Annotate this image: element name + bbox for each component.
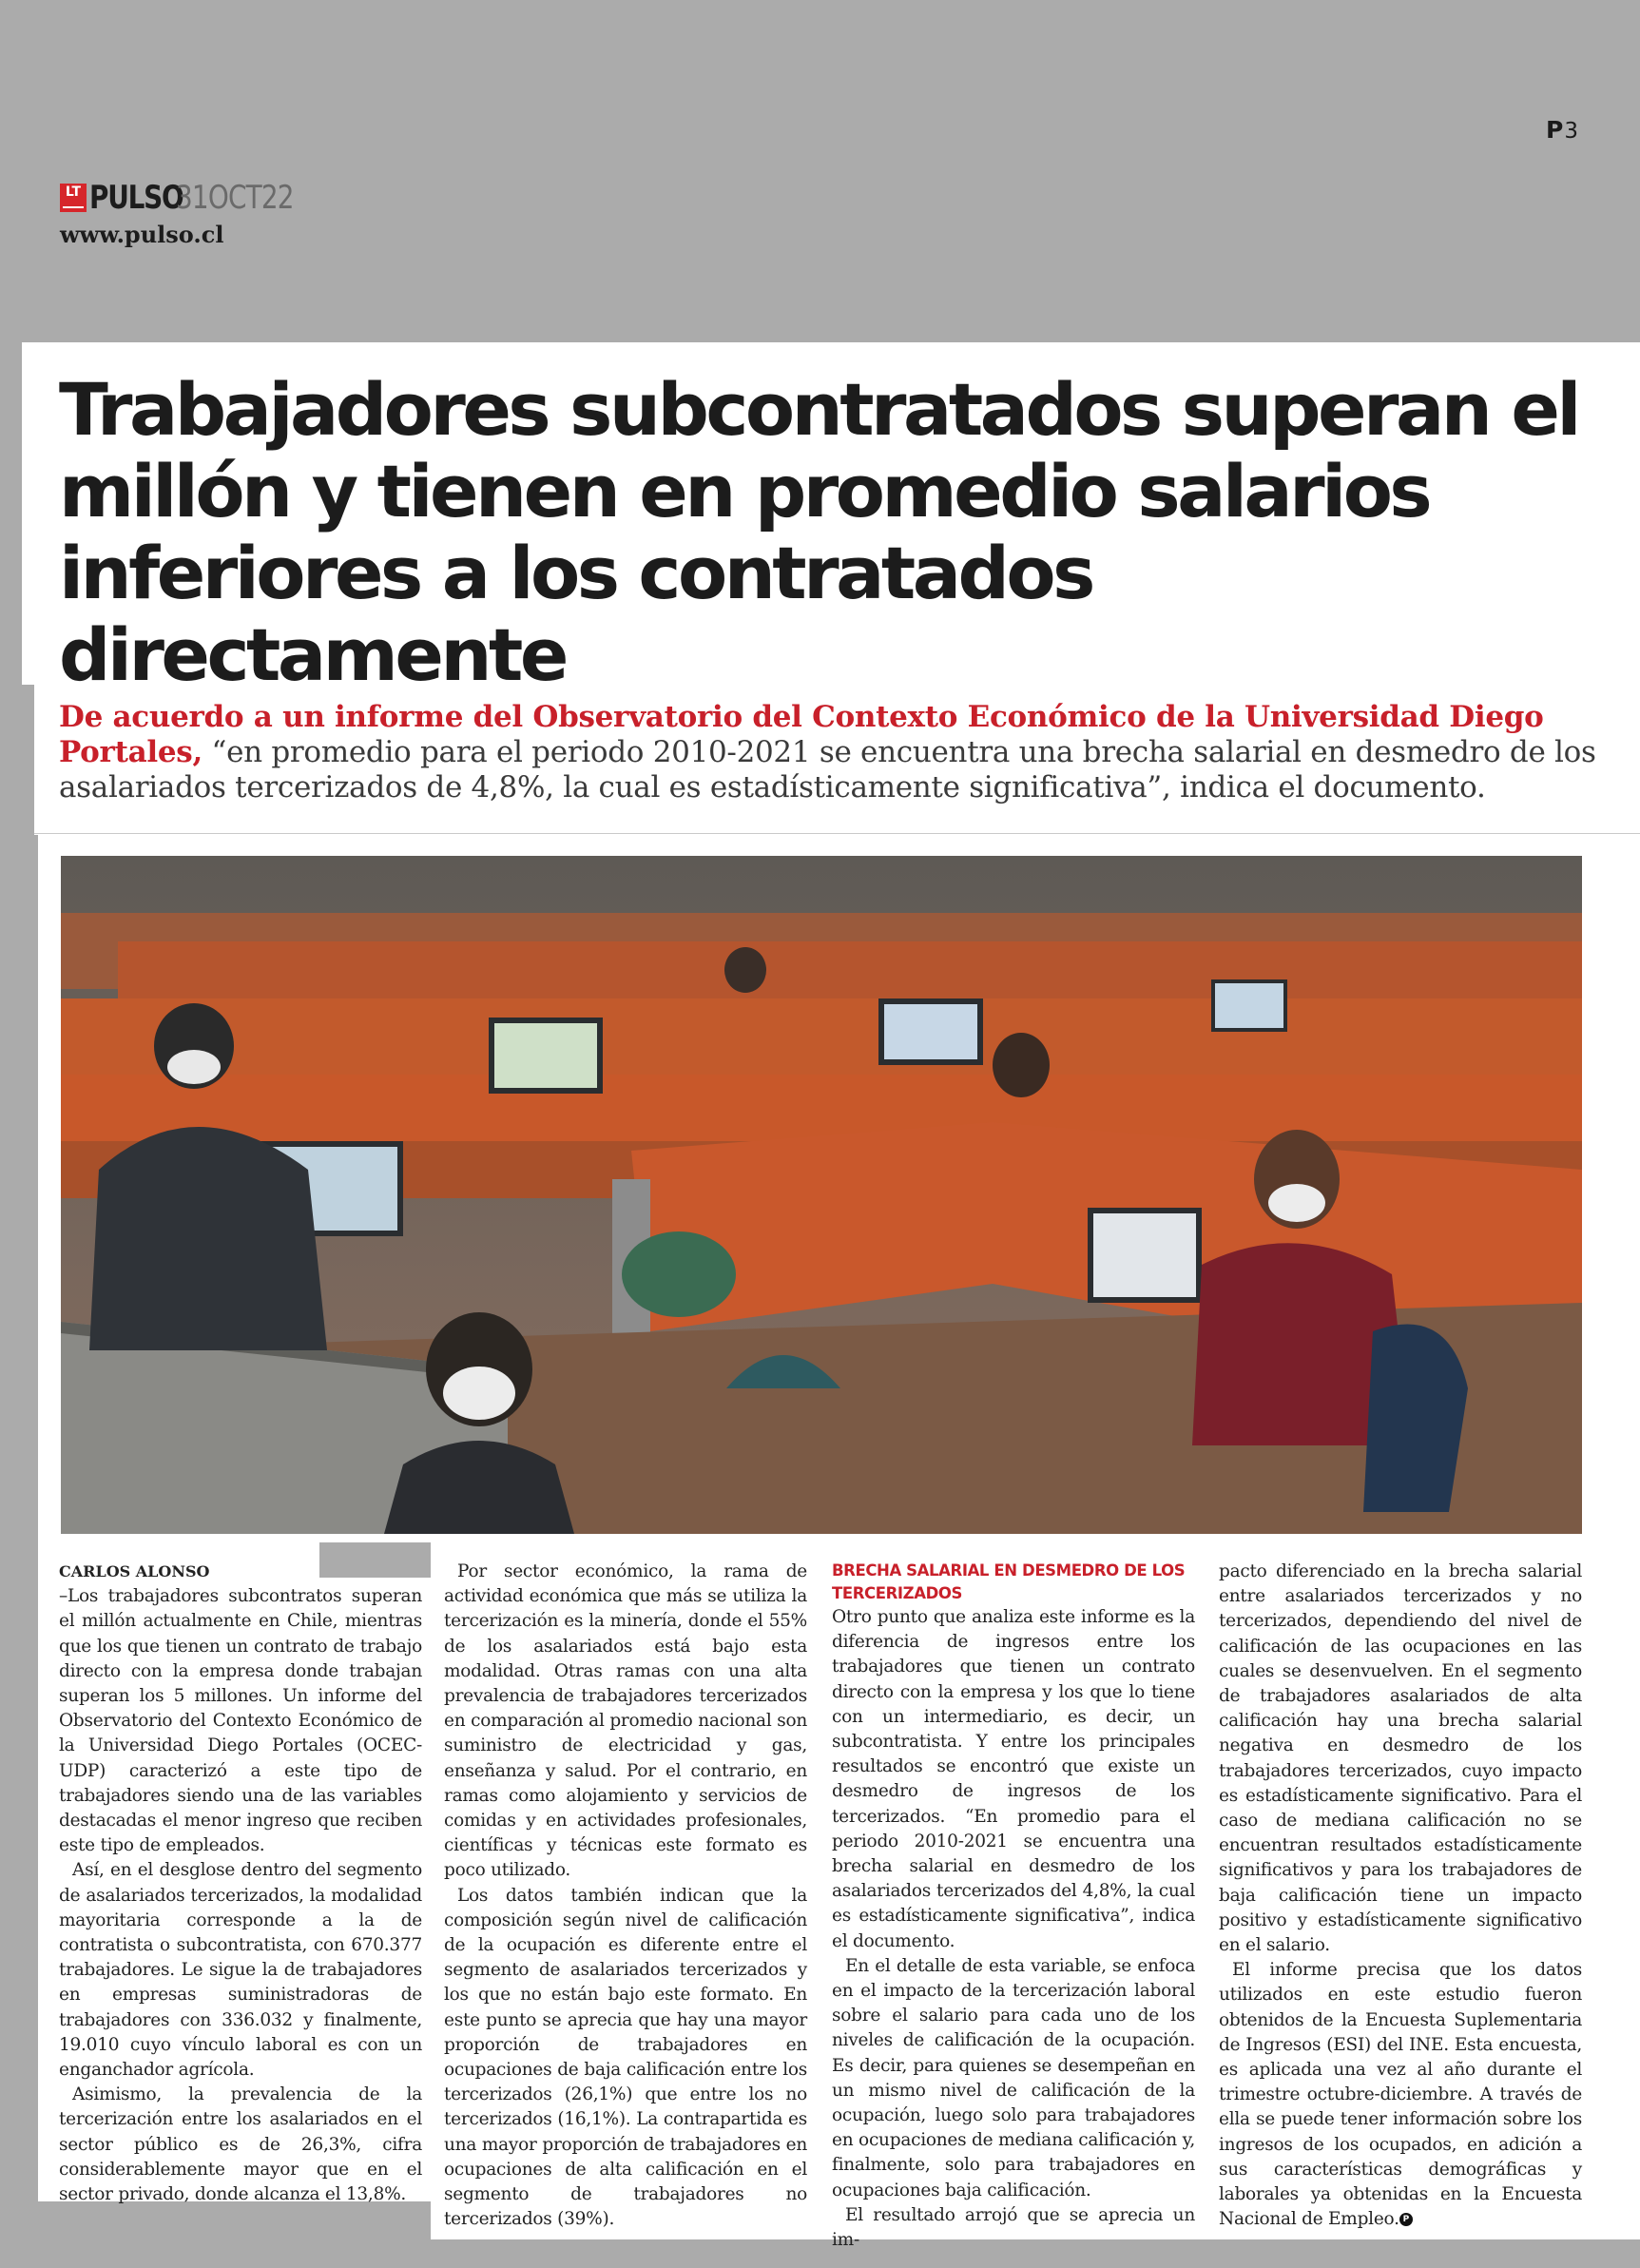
subhead: BRECHA SALARIAL EN DESMEDRO DE LOS TERCERIZADOS xyxy=(832,1561,1186,1602)
headline: Trabajadores subcontratados superan el millón y tienen en promedio salarios inferiores a los contratados directamente xyxy=(59,367,1578,697)
paragraph: pacto diferenciado en la brecha salarial entre asalariados tercerizados y no tercerizados, dependiendo del nivel de calificación de las ocupaciones en las cuales se desenvuelven. En el segmento de trabajadores asalariados de alta calificación hay una brecha salarial negativa en desmedro de los trabajadores tercerizados, cuyo impacto es estadísticamente significativo. Para el caso de mediana calificación no se encuentran resultados estadísticamente significativos y para los trabajadores de baja calificación tiene un impacto positivo y estadísticamente significativo en el salario. xyxy=(1219,1561,1582,1956)
column-3 xyxy=(832,1560,1195,2253)
edition-date: 31OCT22 xyxy=(176,179,294,217)
masthead xyxy=(60,179,319,217)
paragraph: Asimismo, la prevalencia de la tercerización entre los asalariados en el sector público es de 26,3%, cifra considerablemente mayor que en el sector privado, donde alcanza el 13,8%. xyxy=(59,2084,422,2205)
paragraph: Los datos también indican que la composición según nivel de calificación de la ocupación es diferente entre el segmento de asalariados tercerizados y los que no están bajo este formato. En este punto se aprecia que hay una mayor proporción de trabajadores en ocupaciones de baja calificación entre los tercerizados (26,1%) que entre los no tercerizados (16,1%). La contrapartida es una mayor proporción de trabajadores en ocupaciones de alta calificación en el segmento de trabajadores no tercerizados (39%). xyxy=(444,1885,807,2230)
column-1 xyxy=(59,1560,422,2207)
paragraph: –Los trabajadores subcontratos superan el millón actualmente en Chile, mientras que los que tienen un contrato de trabajo directo con la empresa donde trabajan superan los 5 millones. Un informe del Observatorio del Contexto Económico de la Universidad Diego Portales (OCEC-UDP) caracterizó a este tipo de trabajadores siendo una de las variables destacadas el menor ingreso que reciben este tipo de empleados. xyxy=(59,1586,422,1856)
paragraph: Por sector económico, la rama de actividad económica que más se utiliza la tercerización es la minería, donde el 55% de los asalariados está bajo esta modalidad. Otras ramas con una alta prevalencia de trabajadores tercerizados en comparación al promedio nacional son suministro de electricidad y gas, enseñanza y salud. Por el contrario, en ramas como alojamiento y servicios de comidas y en actividades profesionales, científicas y técnicas este formato es poco utilizado. xyxy=(444,1561,807,1881)
paragraph: Otro punto que analiza este informe es la diferencia de ingresos entre los trabajadores que tienen un contrato directo con la empresa y los que lo tiene con un intermediario, es decir, un subcontratista. Y entre los principales resultados se encontró que existe un desmedro de ingresos de los tercerizados. “En promedio para el periodo 2010-2021 se encuentra una brecha salarial en desmedro de los asalariados tercerizados del 4,8%, la cual es estadísticamente significativa”, indica el documento. xyxy=(832,1607,1195,1951)
divider xyxy=(34,833,1640,834)
paragraph: El informe precisa que los datos utilizados en este estudio fueron obtenidos de la Encuesta Suplementaria de Ingresos (ESI) del INE. Esta encuesta, es aplicada una vez al año durante el trimestre octubre-diciembre. A través de ella se puede tener información sobre los ingresos de los ocupados, en adición a sus características demográficas y laborales ya obtenidas en la Encuesta Nacional de Empleo. P xyxy=(1219,1960,1582,2230)
end-mark-icon: P xyxy=(1399,2213,1413,2226)
paragraph: Así, en el desglose dentro del segmento de asalariados tercerizados, la modalidad mayoritaria corresponde a la de contratista o subcontratista, con 670.377 trabajadores. Le sigue la de trabajadores en empresas suministradoras de trabajadores con 336.032 y finalmente, 19.010 cuyo vínculo laboral es con un enganchador agrícola. xyxy=(59,1860,422,2081)
site-url: www.pulso.cl xyxy=(60,221,224,248)
column-4 xyxy=(1219,1560,1582,2232)
article-photo xyxy=(61,856,1582,1534)
byline: CARLOS ALONSO xyxy=(59,1562,210,1580)
deck-lead: De acuerdo a un informe del Observatorio del Contexto Económico de la Universidad Diego Portales, xyxy=(59,700,1544,769)
paragraph: El resultado arrojó que se aprecia un im- xyxy=(832,2204,1195,2251)
deck-text: “en promedio para el periodo 2010-2021 se encuentra una brecha salarial en desmedro de los asalariados tercerizados de 4,8%, la cual es estadísticamente significativa”, indica el documento. xyxy=(59,735,1596,804)
deck xyxy=(59,700,1599,805)
lt-logo: LT xyxy=(60,184,87,212)
column-2 xyxy=(444,1560,807,2232)
paragraph: En el detalle de esta variable, se enfoca en el impacto de la tercerización laboral sobre el salario para cada uno de los niveles de calificación de la ocupación. Es decir, para quienes se desempeñan en un mismo nivel de calificación de la ocupación, luego solo para trabajadores en ocupaciones de mediana calificación y, finalmente, solo para trabajadores en ocupaciones baja calificación. xyxy=(832,1955,1195,2200)
publication-name: PULSO xyxy=(89,179,183,217)
page-number: P3 xyxy=(1546,116,1579,144)
